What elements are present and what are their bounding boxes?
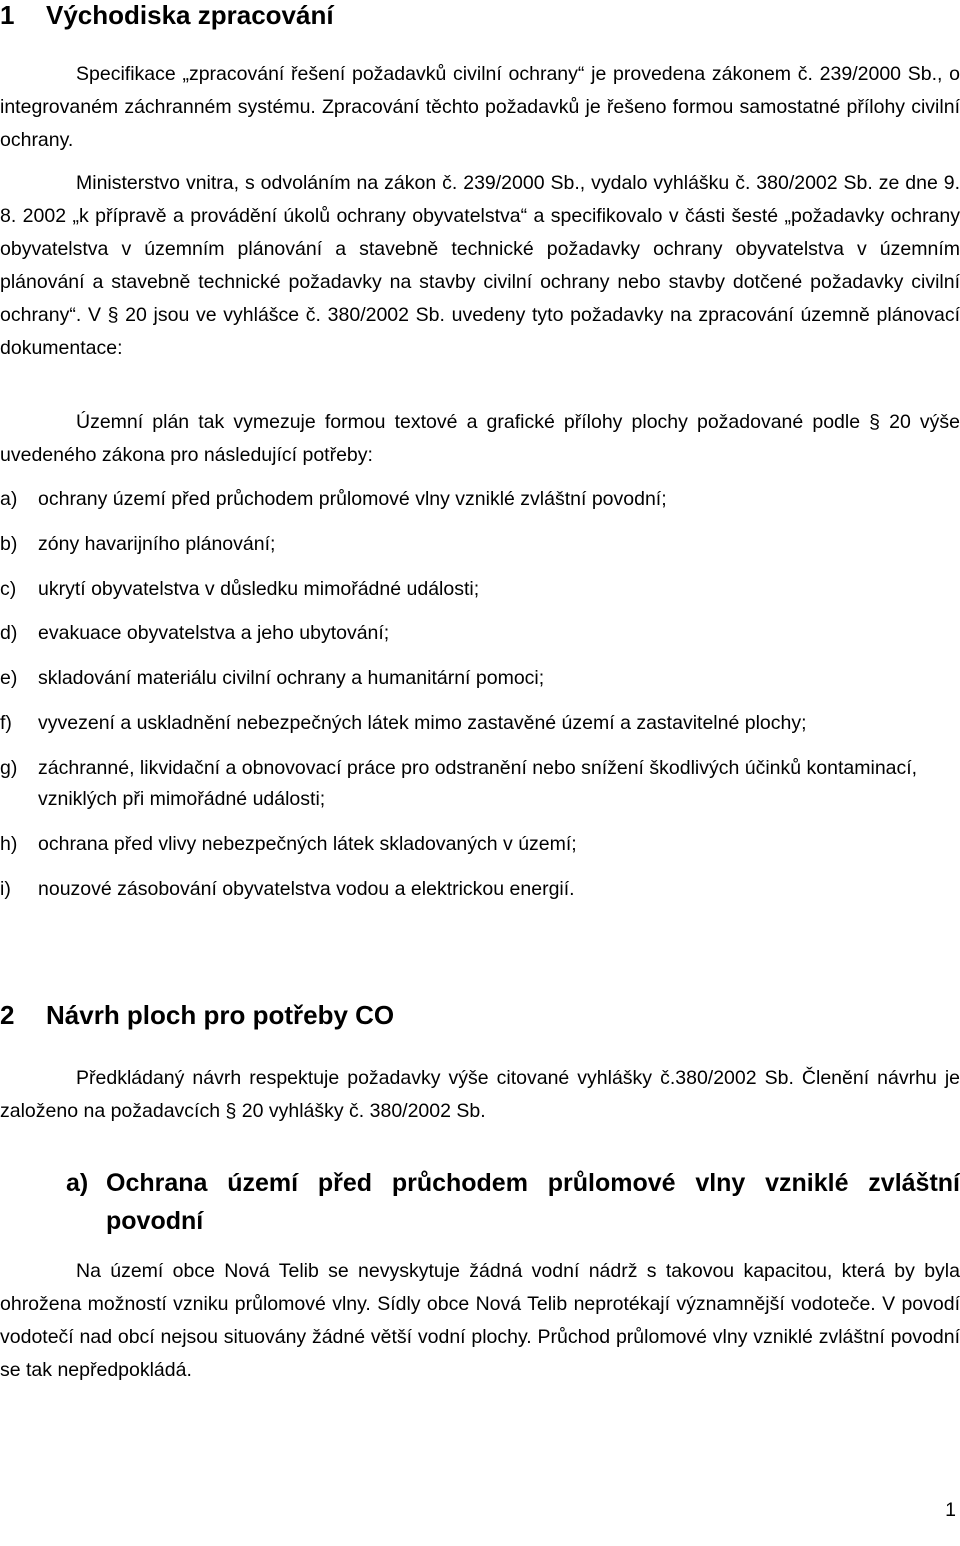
section-1-paragraph-1: Specifikace „zpracování řešení požadavků civilní ochrany“ je provedena zákonem č. 239/2000 Sb., o integrovaném záchranném systému. Zpracování těchto požadavků je řešeno formou samostatné přílohy civilní ochrany.: [0, 63, 960, 151]
section-2-title: Návrh ploch pro potřeby CO: [46, 1000, 395, 1030]
section-2-heading: [0, 1000, 394, 1030]
subsection-a-title: Ochrana území před průchodem průlomové vlny vzniklé zvláštní povodní: [106, 1169, 960, 1235]
list-marker: b): [0, 533, 18, 555]
list-marker: f): [0, 712, 12, 734]
page-number: 1: [945, 1499, 956, 1521]
section-1-title: Východiska zpracování: [46, 0, 334, 30]
subsection-a-marker: a): [66, 1169, 89, 1197]
list-text: ukrytí obyvatelstva v důsledku mimořádné události;: [38, 578, 480, 600]
list-marker: e): [0, 667, 18, 689]
list-marker: c): [0, 578, 17, 600]
section-2-paragraph-1: Předkládaný návrh respektuje požadavky výše citované vyhlášky č.380/2002 Sb. Členění návrhu je založeno na požadavcích § 20 vyhlášky č. 380/2002 Sb.: [0, 1067, 960, 1122]
list-item-b: [0, 529, 960, 560]
list-item-f: [0, 708, 960, 739]
list-text: vyvezení a uskladnění nebezpečných látek mimo zastavěné území a zastavitelné plochy;: [38, 712, 807, 734]
list-text: ochrany území před průchodem průlomové vlny vzniklé zvláštní povodní;: [38, 488, 667, 510]
list-marker: h): [0, 833, 18, 855]
list-marker: g): [0, 757, 18, 779]
list-item-d: [0, 618, 960, 649]
list-text: evakuace obyvatelstva a jeho ubytování;: [38, 622, 390, 644]
list-text: nouzové zásobování obyvatelstva vodou a elektrickou energií.: [38, 878, 575, 900]
list-marker: d): [0, 622, 18, 644]
list-item-h: [0, 829, 960, 860]
section-1-heading: [0, 0, 334, 30]
list-text: záchranné, likvidační a obnovovací práce pro odstranění nebo snížení škodlivých účinků kontaminací, vzniklých při mimořádné události;: [38, 757, 918, 810]
list-text: zóny havarijního plánování;: [38, 533, 276, 555]
list-text: skladování materiálu civilní ochrany a humanitární pomoci;: [38, 667, 545, 689]
subsection-a-paragraph: Na území obce Nová Telib se nevyskytuje žádná vodní nádrž s takovou kapacitou, která by byla ohrožena možností vzniku průlomové vlny. Sídly obce Nová Telib neprotékají významnější vodoteče. V povodí vodotečí nad obcí nejsou situovány žádné větší vodní plochy. Průchod průlomové vlny vzniklé zvláštní povodní se tak nepředpokládá.: [0, 1260, 960, 1381]
list-marker: i): [0, 878, 11, 900]
section-2-number: 2: [0, 1000, 15, 1030]
list-item-g: [0, 753, 960, 815]
list-text: ochrana před vlivy nebezpečných látek skladovaných v území;: [38, 833, 577, 855]
list-item-i: [0, 874, 960, 905]
list-marker: a): [0, 488, 18, 510]
section-1-number: 1: [0, 0, 15, 30]
list-item-e: [0, 663, 960, 694]
section-1-paragraph-3: Územní plán tak vymezuje formou textové a grafické přílohy plochy požadované podle § 20 výše uvedeného zákona pro následující potřeby:: [0, 411, 960, 466]
list-item-a: [0, 484, 960, 515]
list-item-c: [0, 574, 960, 605]
section-1-paragraph-2: Ministerstvo vnitra, s odvoláním na zákon č. 239/2000 Sb., vydalo vyhlášku č. 380/2002 Sb. ze dne 9. 8. 2002 „k přípravě a provádění úkolů ochrany obyvatelstva“ a specifikovalo v části šesté „požadavky ochrany obyvatelstva v územním plánování a stavebně technické požadavky ochrany obyvatelstva v územním plánování a stavebně technické požadavky na stavby civilní ochrany nebo stavby dotčené požadavky civilní ochrany“. V § 20 jsou ve vyhlášce č. 380/2002 Sb. uvedeny tyto požadavky na zpracování územně plánovací dokumentace:: [0, 172, 960, 359]
subsection-a-heading: [66, 1164, 960, 1240]
